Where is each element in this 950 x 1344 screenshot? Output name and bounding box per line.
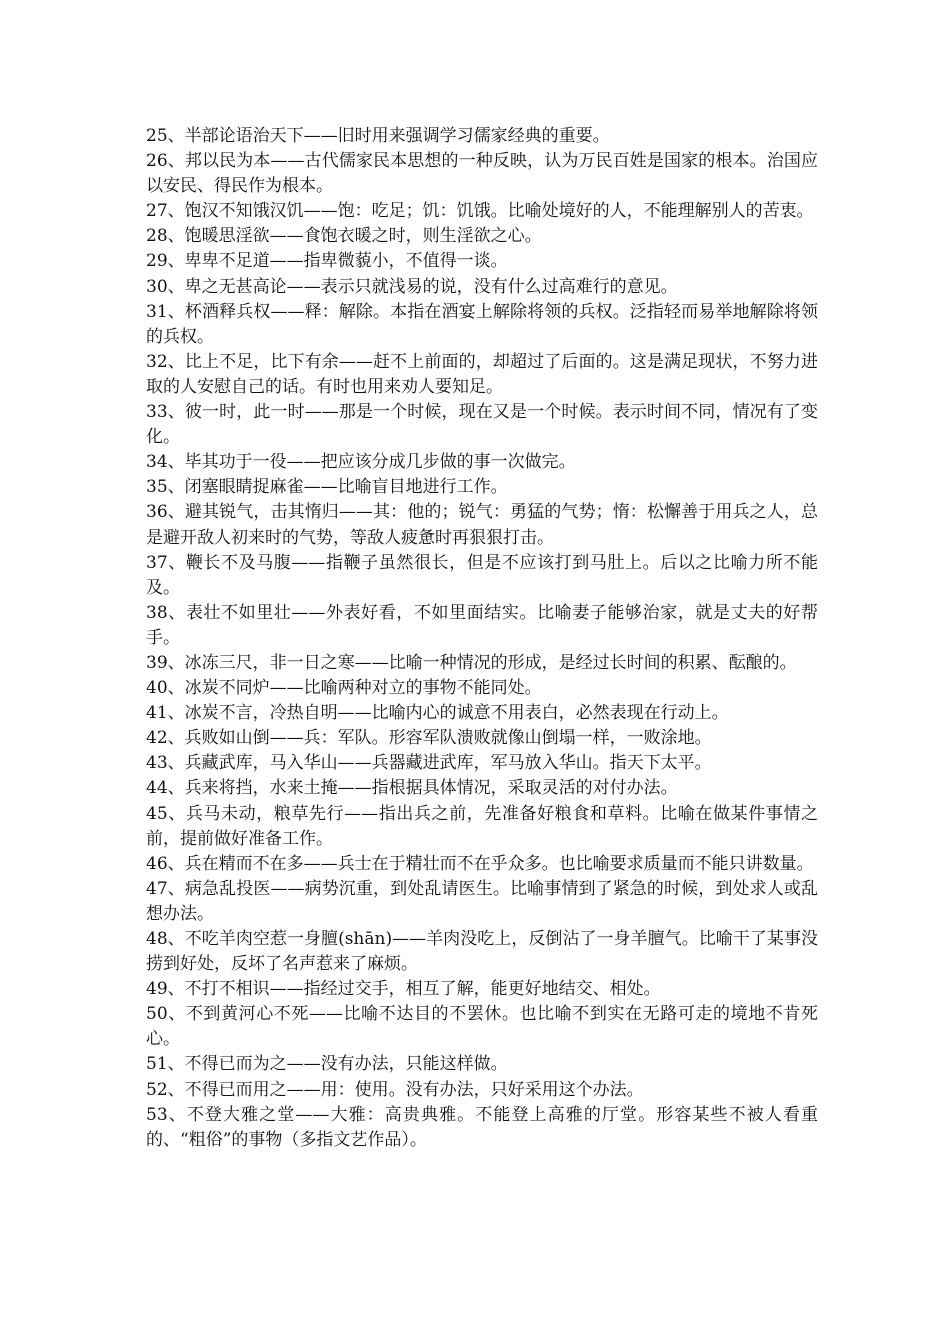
idiom-entry-25: 25、半部论语治天下——旧时用来强调学习儒家经典的重要。 xyxy=(146,126,610,146)
idiom-entry-46: 46、兵在精而不在多——兵士在于精壮而不在乎众多。也比喻要求质量而不能只讲数量。 xyxy=(146,853,814,874)
idiom-entry-48: 48、不吃羊肉空惹一身膻(shān)——羊肉没吃上，反倒沾了一身羊膻气。比喻干了某事没捞到好处，反坏了名声惹来了麻烦。 xyxy=(146,929,818,975)
idiom-entry-37: 37、鞭长不及马腹——指鞭子虽然很长，但是不应该打到马肚上。后以之比喻力所不能及。 xyxy=(146,552,818,598)
idiom-entry-40: 40、冰炭不同炉——比喻两种对立的事物不能同处。 xyxy=(146,678,542,699)
idiom-entry-27: 27、饱汉不知饿汉饥——饱：吃足；饥：饥饿。比喻处境好的人，不能理解别人的苦衷。 xyxy=(146,201,814,222)
idiom-entry-43: 43、兵藏武库，马入华山——兵器藏进武库，军马放入华山。指天下太平。 xyxy=(146,753,712,774)
idiom-entry-29: 29、卑卑不足道——指卑微藐小，不值得一谈。 xyxy=(146,251,508,272)
idiom-entry-26: 26、邦以民为本——古代儒家民本思想的一种反映，认为万民百姓是国家的根本。治国应以安民、得民作为根本。 xyxy=(146,151,818,197)
idiom-entry-32: 32、比上不足，比下有余——赶不上前面的，却超过了后面的。这是满足现状，不努力进取的人安慰自己的话。有时也用来劝人要知足。 xyxy=(146,351,818,397)
idiom-entry-51: 51、不得已而为之——没有办法，只能这样做。 xyxy=(146,1054,508,1075)
idiom-entry-44: 44、兵来将挡，水来土掩——指根据具体情况，采取灵活的对付办法。 xyxy=(146,778,678,799)
idiom-entry-34: 34、毕其功于一役——把应该分成几步做的事一次做完。 xyxy=(146,452,576,473)
idiom-entry-53: 53、不登大雅之堂——大雅：高贵典雅。不能登上高雅的厅堂。形容某些不被人看重的、“粗俗”的事物（多指文艺作品）。 xyxy=(146,1104,818,1150)
idiom-entry-42: 42、兵败如山倒——兵：军队。形容军队溃败就像山倒塌一样，一败涂地。 xyxy=(146,728,712,749)
idiom-entry-38: 38、表壮不如里壮——外表好看，不如里面结实。比喻妻子能够治家，就是丈夫的好帮手。 xyxy=(146,602,818,648)
idiom-entry-30: 30、卑之无甚高论——表示只就浅易的说，没有什么过高难行的意见。 xyxy=(146,276,678,297)
idiom-entry-41: 41、冰炭不言，冷热自明——比喻内心的诚意不用表白，必然表现在行动上。 xyxy=(146,703,729,724)
idiom-entry-49: 49、不打不相识——指经过交手，相互了解，能更好地结交、相处。 xyxy=(146,979,661,1000)
idiom-entry-45: 45、兵马未动，粮草先行——指出兵之前，先准备好粮食和草料。比喻在做某件事情之前，提前做好准备工作。 xyxy=(146,803,818,849)
idiom-entry-47: 47、病急乱投医——病势沉重，到处乱请医生。比喻事情到了紧急的时候，到处求人或乱想办法。 xyxy=(146,878,818,924)
idiom-entry-31: 31、杯酒释兵权——释：解除。本指在酒宴上解除将领的兵权。泛指轻而易举地解除将领的兵权。 xyxy=(146,301,818,347)
idiom-entry-33: 33、彼一时，此一时——那是一个时候，现在又是一个时候。表示时间不同，情况有了变化。 xyxy=(146,402,818,448)
idiom-entry-39: 39、冰冻三尺，非一日之寒——比喻一种情况的形成，是经过长时间的积累、酝酿的。 xyxy=(146,652,797,673)
idiom-entry-36: 36、避其锐气，击其惰归——其：他的；锐气：勇猛的气势；惰：松懈善于用兵之人，总是避开敌人初来时的气势，等敌人疲惫时再狠狠打击。 xyxy=(146,502,818,548)
idiom-list xyxy=(146,124,818,1153)
idiom-entry-50: 50、不到黄河心不死——比喻不达目的不罢休。也比喻不到实在无路可走的境地不肯死心。 xyxy=(146,1004,818,1050)
idiom-entry-52: 52、不得已而用之——用：使用。没有办法，只好采用这个办法。 xyxy=(146,1079,644,1100)
idiom-entry-28: 28、饱暖思淫欲——食饱衣暖之时，则生淫欲之心。 xyxy=(146,226,542,247)
idiom-entry-35: 35、闭塞眼睛捉麻雀——比喻盲目地进行工作。 xyxy=(146,477,508,498)
